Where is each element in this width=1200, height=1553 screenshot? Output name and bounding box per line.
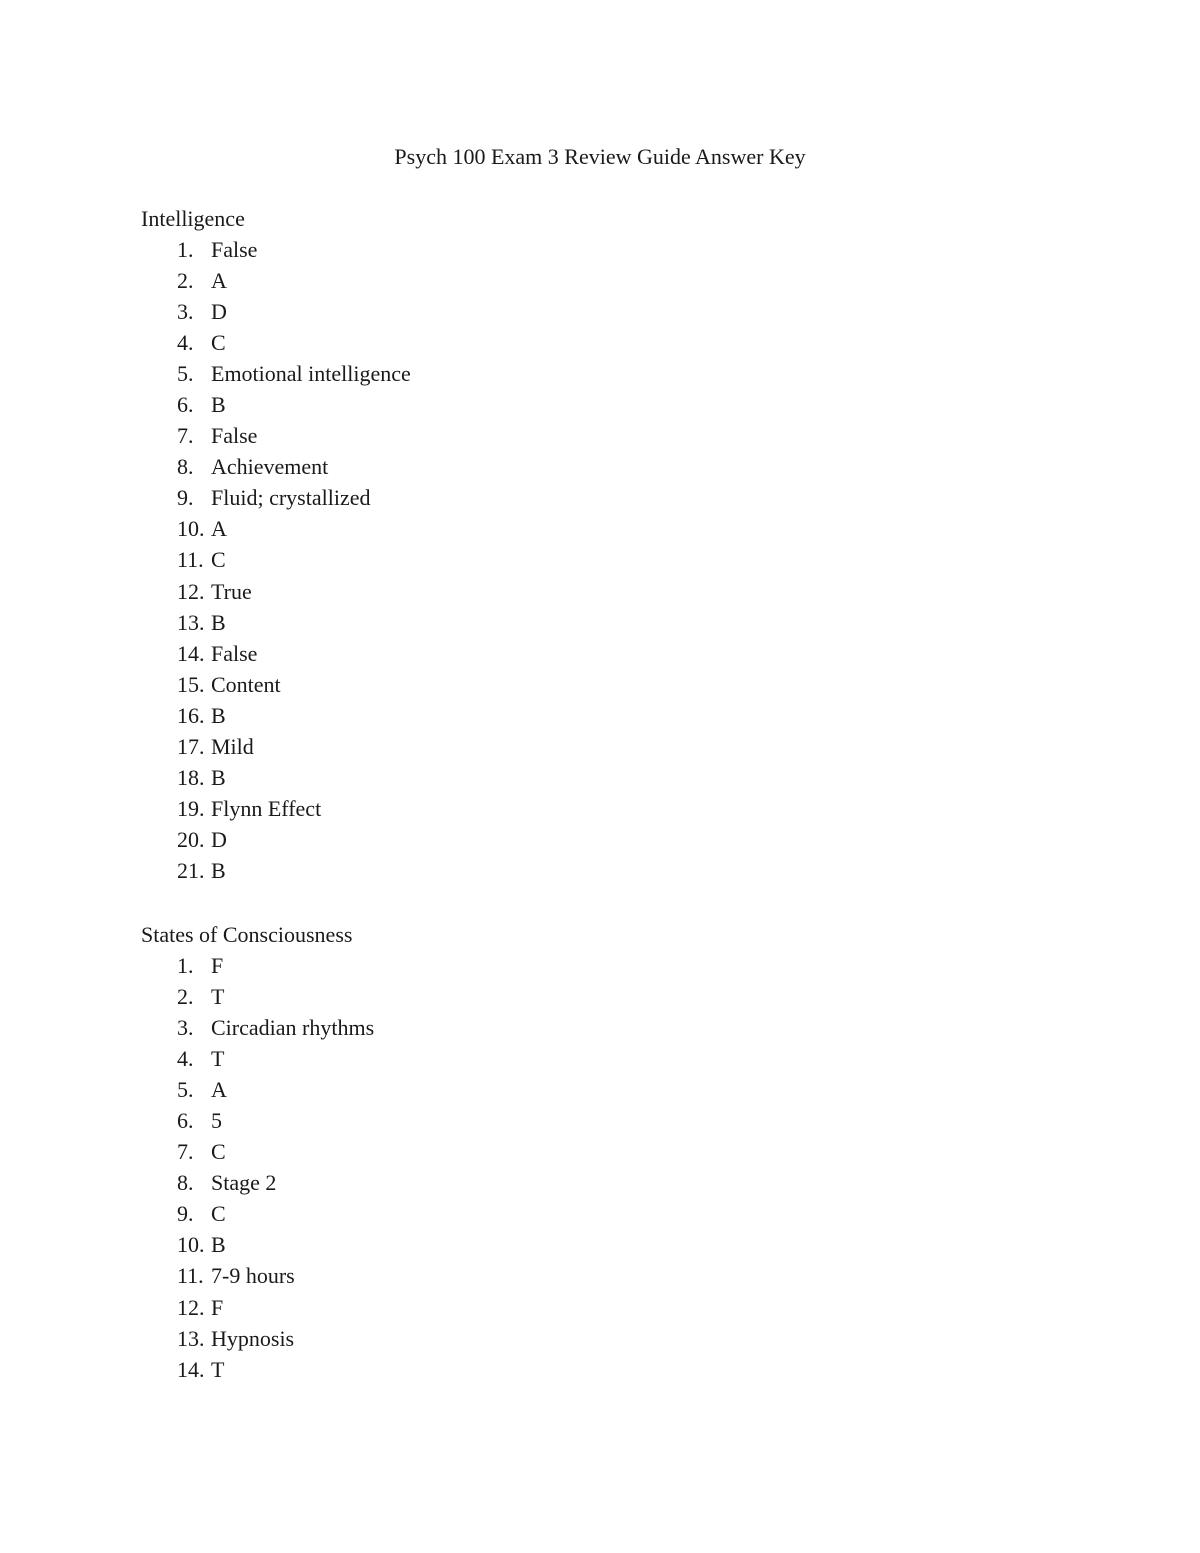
item-number: 8. [177,1170,194,1196]
list-item [141,360,1041,391]
item-answer: Circadian rhythms [211,1015,375,1041]
item-number: 1. [177,953,194,978]
item-answer: B [211,857,226,883]
item-answer: Content [211,671,281,697]
list-item [141,795,1041,826]
list-item [141,515,1041,546]
list-item [141,952,1041,983]
list-item [141,578,1041,609]
item-number: 5. [177,361,194,387]
item-number: 3. [177,1015,194,1041]
item-answer: D [211,299,227,325]
item-number: 10. [177,1232,205,1258]
item-answer: False [211,423,258,449]
item-number: 13. [177,1325,205,1351]
list-item [141,1294,1041,1325]
item-answer: 5 [211,1108,222,1134]
item-answer: A [211,516,227,542]
item-number: 14. [177,1356,205,1382]
list-item [141,1014,1041,1045]
item-answer: False [211,237,258,262]
item-answer: Stage 2 [211,1170,277,1196]
list-item [141,1169,1041,1200]
list-item [141,1045,1041,1076]
item-number: 11. [177,547,204,573]
item-number: 11. [177,1263,204,1289]
list-item [141,484,1041,515]
item-answer: 7-9 hours [211,1263,295,1289]
list-item [141,1325,1041,1356]
item-answer: B [211,609,226,635]
item-number: 6. [177,1108,194,1134]
item-answer: Flynn Effect [211,795,322,821]
list-item [141,671,1041,702]
item-answer: A [211,1077,227,1103]
item-number: 4. [177,330,194,356]
item-answer: B [211,1232,226,1258]
item-answer: T [211,1356,225,1382]
list-item [141,422,1041,453]
list-item [141,236,1041,267]
list-item [141,733,1041,764]
answer-list [141,236,1041,888]
item-answer: Hypnosis [211,1325,295,1351]
item-answer: C [211,1139,226,1165]
item-number: 9. [177,485,194,511]
list-item [141,1231,1041,1262]
item-number: 20. [177,826,205,852]
answer-list [141,952,1041,1387]
list-item [141,764,1041,795]
list-item [141,1262,1041,1293]
list-item [141,702,1041,733]
list-item [141,267,1041,298]
item-number: 7. [177,423,194,449]
list-item [141,1138,1041,1169]
section-heading: Intelligence [141,206,245,231]
item-answer: Fluid; crystallized [211,485,371,511]
list-item [141,826,1041,857]
item-number: 1. [177,237,194,262]
list-item [141,546,1041,577]
item-answer: B [211,764,226,790]
item-number: 8. [177,454,194,480]
document-title: Psych 100 Exam 3 Review Guide Answer Key [394,144,806,169]
item-number: 10. [177,516,205,542]
item-answer: C [211,1201,226,1227]
item-answer: True [211,578,252,604]
list-item [141,1356,1041,1387]
list-item [141,453,1041,484]
item-answer: F [211,1294,224,1320]
item-answer: D [211,826,227,852]
item-number: 15. [177,671,205,697]
section-intelligence [141,205,1041,888]
item-number: 6. [177,392,194,418]
item-answer: Emotional intelligence [211,361,411,387]
item-answer: T [211,984,225,1010]
list-item [141,1076,1041,1107]
list-item [141,640,1041,671]
item-number: 17. [177,733,205,759]
list-item [141,1200,1041,1231]
item-answer: B [211,702,226,728]
item-number: 16. [177,702,205,728]
item-answer: A [211,268,227,294]
item-number: 3. [177,299,194,325]
item-answer: C [211,547,226,573]
item-answer: C [211,330,226,356]
item-answer: Mild [211,733,254,759]
list-item [141,983,1041,1014]
item-number: 7. [177,1139,194,1165]
item-answer: False [211,640,258,666]
item-number: 2. [177,984,194,1010]
item-answer: Achievement [211,454,329,480]
item-number: 2. [177,268,194,294]
list-item [141,329,1041,360]
item-number: 12. [177,578,205,604]
list-item [141,1107,1041,1138]
item-number: 21. [177,857,205,883]
item-answer: F [211,953,224,978]
item-answer: T [211,1046,225,1072]
item-number: 12. [177,1294,205,1320]
item-number: 13. [177,609,205,635]
list-item [141,609,1041,640]
list-item [141,857,1041,888]
item-number: 4. [177,1046,194,1072]
item-number: 14. [177,640,205,666]
list-item [141,391,1041,422]
list-item [141,298,1041,329]
item-number: 19. [177,795,205,821]
item-number: 5. [177,1077,194,1103]
item-number: 18. [177,764,205,790]
section-states-of-consciousness [141,921,1041,1387]
item-answer: B [211,392,226,418]
section-heading: States of Consciousness [141,922,353,947]
item-number: 9. [177,1201,194,1227]
